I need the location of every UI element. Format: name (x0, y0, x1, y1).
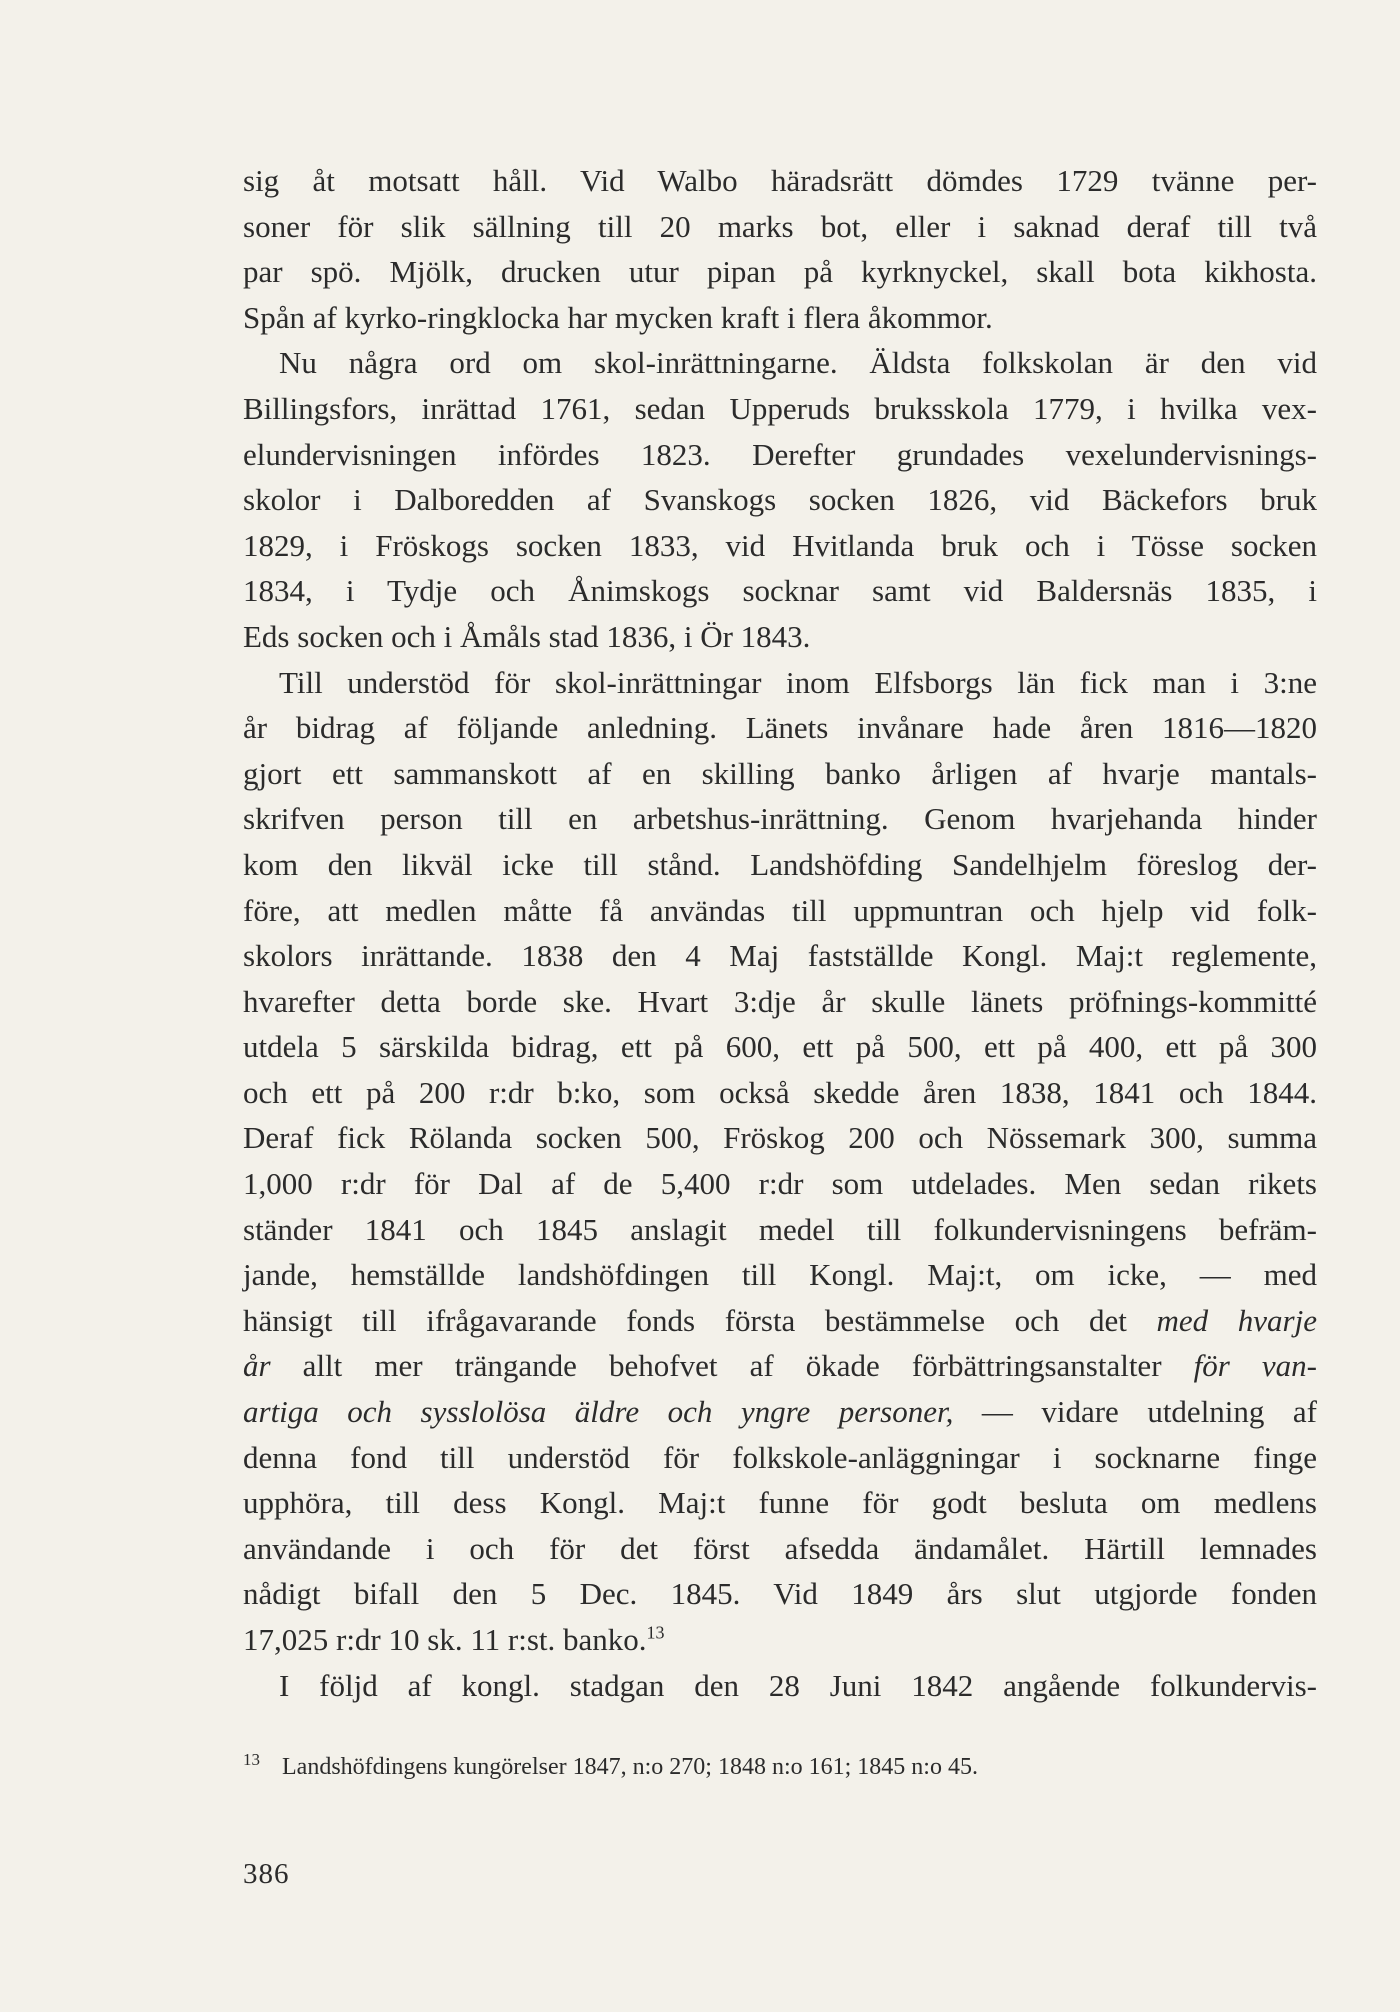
italic-run: artiga och sysslolösa äldre och yngre personer, (243, 1394, 954, 1430)
text-run: — vidare utdelning af (953, 1394, 1318, 1430)
italic-run: för van- (1193, 1348, 1317, 1384)
text-run: hänsigt till ifrågavarande fonds första bestämmelse och det (243, 1302, 1157, 1338)
text-line: 1,000 r:dr för Dal af de 5,400 r:dr som utdelades. Men sedan rikets (243, 1166, 1317, 1202)
italic-run: med hvarje (1156, 1302, 1317, 1338)
text-line: jande, hemställde landshöfdingen till Kongl. Maj:t, om icke, — med (243, 1257, 1317, 1293)
text-line: användande i och för det först afsedda ändamålet. Härtill lemnades (243, 1530, 1317, 1566)
text-line: skrifven person till en arbetshus-inrättning. Genom hvarjehanda hinder (243, 801, 1317, 837)
paragraph-start-line: I följd af kongl. stadgan den 28 Juni 1842 angående folkundervis- (279, 1667, 1317, 1703)
text-line: kom den likväl icke till stånd. Landshöfding Sandelhjelm föreslog der- (243, 846, 1317, 882)
text-line: år bidrag af följande anledning. Länets invånare hade åren 1816—1820 (243, 710, 1317, 746)
text-line: utdela 5 särskilda bidrag, ett på 600, ett på 500, ett på 400, ett på 300 (243, 1029, 1317, 1065)
text-run: allt mer trängande behofvet af ökade förbättringsanstalter (270, 1348, 1194, 1384)
text-line: skolor i Dalboredden af Svanskogs socken 1826, vid Bäckefors bruk (243, 482, 1317, 518)
text-line: gjort ett sammanskott af en skilling banko årligen af hvarje mantals- (243, 755, 1317, 791)
page-number: 386 (243, 1858, 290, 1890)
text-line: soner för slik sällning till 20 marks bot, eller i saknad deraf till två (243, 208, 1317, 244)
paragraph-start-line: Nu några ord om skol-inrättningarne. Äldsta folkskolan är den vid (279, 345, 1317, 381)
body-text (243, 158, 1317, 1708)
text-line: par spö. Mjölk, drucken utur pipan på kyrknyckel, skall bota kikhosta. (243, 254, 1317, 290)
text-line: sig åt motsatt håll. Vid Walbo häradsrätt dömdes 1729 tvänne per- (243, 163, 1317, 198)
text-line-mixed (243, 1298, 1317, 1344)
text-line: Spån af kyrko-ringklocka har mycken kraft i flera åkommor. (243, 299, 993, 335)
footnote-number: 13 (243, 1750, 260, 1769)
text-line: och ett på 200 r:dr b:ko, som också skedde åren 1838, 1841 och 1844. (243, 1074, 1317, 1110)
footnote (243, 1752, 1317, 1782)
text-run: 17,025 r:dr 10 sk. 11 r:st. banko. (243, 1622, 647, 1657)
text-line: upphöra, till dess Kongl. Maj:t funne för godt besluta om medlens (243, 1485, 1317, 1521)
text-line: elundervisningen infördes 1823. Derefter grundades vexelundervisnings- (243, 436, 1317, 472)
text-line: 1829, i Fröskogs socken 1833, vid Hvitlanda bruk och i Tösse socken (243, 527, 1317, 563)
text-line: skolors inrättande. 1838 den 4 Maj fastställde Kongl. Maj:t reglemente, (243, 938, 1317, 974)
footnote-text: Landshöfdingens kungörelser 1847, n:o 270; 1848 n:o 161; 1845 n:o 45. (282, 1754, 978, 1780)
paragraph-start-line: Till understöd för skol-inrättningar inom Elfsborgs län fick man i 3:ne (279, 664, 1317, 700)
text-line: ständer 1841 och 1845 anslagit medel till folkundervisningens befräm- (243, 1211, 1317, 1247)
text-line: Deraf fick Rölanda socken 500, Fröskog 200 och Nössemark 300, summa (243, 1120, 1317, 1156)
text-line: nådigt bifall den 5 Dec. 1845. Vid 1849 års slut utgjorde fonden (243, 1576, 1317, 1612)
text-line: Eds socken och i Åmåls stad 1836, i Ör 1843. (243, 618, 811, 654)
text-line-with-footnote-ref (243, 1617, 1317, 1663)
text-line: Billingsfors, inrättad 1761, sedan Upperuds bruksskola 1779, i hvilka vex- (243, 390, 1317, 426)
italic-run: år (243, 1348, 271, 1384)
text-line-mixed (243, 1343, 1317, 1389)
text-line: före, att medlen måtte få användas till uppmuntran och hjelp vid folk- (243, 892, 1317, 928)
text-line: denna fond till understöd för folkskole-anläggningar i socknarne finge (243, 1439, 1317, 1475)
text-line-mixed (243, 1389, 1317, 1435)
text-line: hvarefter detta borde ske. Hvart 3:dje år skulle länets pröfnings-kommitté (243, 983, 1317, 1019)
text-line: 1834, i Tydje och Ånimskogs socknar samt vid Baldersnäs 1835, i (243, 573, 1317, 609)
footnote-reference[interactable]: 13 (646, 1622, 665, 1643)
